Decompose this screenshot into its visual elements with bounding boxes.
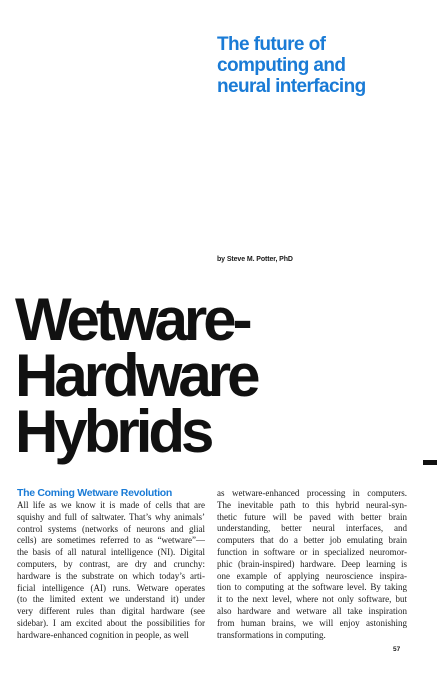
body-line: also hardware and wetware all take inspiration [217, 605, 407, 616]
section-heading: The Coming Wetware Revolution [17, 487, 173, 499]
body-line: The inevitable path to this hybrid neural-syn- [217, 499, 407, 510]
byline: by Steve M. Potter, PhD [217, 256, 293, 263]
body-line: squishy and full of saltwater. That’s why animals’ [17, 511, 205, 522]
body-line: (to the limited extent we understand it) under [17, 594, 205, 605]
body-column-2 [217, 488, 407, 641]
body-line: phic (brain-inspired) hardware. Deep learning is [217, 558, 407, 569]
headline-line: Wetware- [15, 286, 249, 353]
headline-line: Hybrids [15, 398, 211, 465]
page-number: 57 [393, 646, 401, 653]
body-line: tion to computing at the software level. By taking [217, 582, 407, 593]
body-line: computers, by contrast, are dry and crunchy: [17, 558, 205, 569]
kicker-line: computing and [217, 55, 346, 76]
body-line: understanding, better neural interfaces, and [217, 523, 407, 534]
body-line: hardware is the substrate on which today’s arti- [17, 570, 205, 581]
body-line: thetic future will be paved with better brain [217, 511, 407, 522]
body-line: from human brains, we will enjoy astonishing [217, 617, 407, 628]
body-line: control systems (networks of neurons and glial [17, 523, 205, 534]
body-line: very different rules than digital hardware (see [17, 606, 205, 617]
body-column-1 [17, 500, 205, 642]
body-line: it to the next level, where not only software, but [217, 594, 407, 605]
body-line: ficial intelligence (AI) runs. Wetware operates [17, 582, 205, 593]
body-line: hardware-enhanced cognition in people, as well [17, 629, 189, 640]
body-line: the basis of all natural intelligence (NI). Digital [17, 547, 205, 558]
body-line: computers that do a better job emulating brain [217, 535, 407, 546]
headline-line: Hardware [15, 342, 257, 409]
body-line: as wetware-enhanced processing in computers. [217, 488, 407, 498]
body-line: All life as we know it is made of cells that are [17, 500, 205, 510]
kicker-line: The future of [217, 34, 326, 55]
body-line: transformations in computing. [217, 629, 326, 640]
kicker-title [217, 34, 427, 97]
body-line: one example of applying neuroscience inspira- [217, 570, 407, 581]
body-line: function in software or in specialized neuromor- [217, 546, 407, 557]
headline [15, 286, 415, 465]
body-line: sidebar). I am excited about the possibilities for [17, 617, 205, 628]
body-line: cells) are sometimes referred to as “wetware”— [17, 535, 205, 546]
margin-rule-mark [423, 460, 437, 465]
kicker-line: neural interfacing [217, 76, 366, 97]
